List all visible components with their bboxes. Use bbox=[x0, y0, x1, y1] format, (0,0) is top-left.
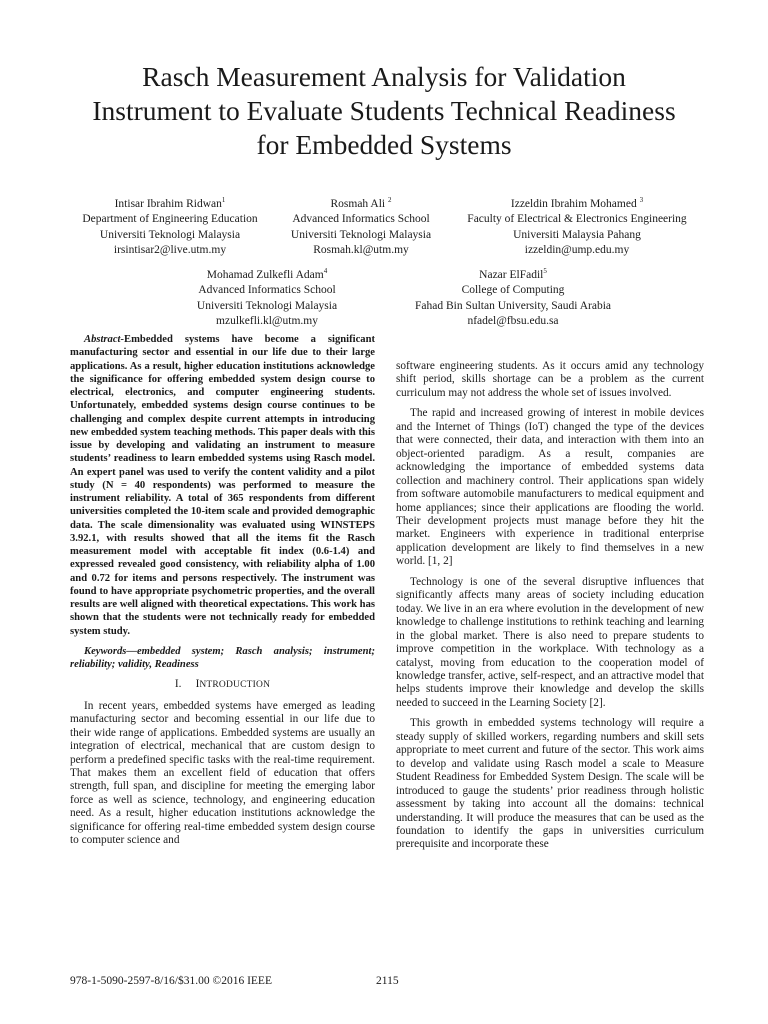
section-numeral: I. bbox=[174, 678, 182, 691]
section-heading-introduction bbox=[70, 678, 375, 692]
author-sup: 3 bbox=[639, 196, 644, 205]
author-name: Izzeldin Ibrahim Mohamed bbox=[510, 198, 637, 210]
abstract-lead: Abstract- bbox=[84, 334, 125, 345]
author-email[interactable]: irsintisar2@live.utm.my bbox=[113, 243, 227, 256]
author-dept: Advanced Informatics School bbox=[198, 284, 336, 297]
body-paragraph: software engineering students. As it occurs amid any technology shift period, skills shortage can be a problem as the current curriculum may not address the whole set of issues involved. bbox=[396, 360, 704, 399]
copyright-line: 978-1-5090-2597-8/16/$31.00 ©2016 IEEE bbox=[70, 975, 272, 987]
section-title-first: I bbox=[195, 678, 200, 691]
section-title-rest: NTRODUCTION bbox=[199, 680, 271, 691]
author-dept: Department of Engineering Education bbox=[82, 213, 258, 226]
body-paragraph: Technology is one of the several disruptive influences that significantly affects many areas of society including education today. We live in an era where evolution in the development of new knowledge to challenge institutions to rethink teaching and learning in the global market. There is also need to prepare students to improve competition in the workplace. With technology as a catalyst, moving from education to the cooperation model of knowledge transfer, active, self-respect, and an attractive model that helps students improve their knowledge and develop the skills needed to succeed in the Learning Society [2]. bbox=[396, 575, 704, 709]
author-block-2 bbox=[276, 197, 446, 258]
author-block-4 bbox=[172, 268, 362, 329]
author-dept: Faculty of Electrical & Electronics Engineering bbox=[467, 213, 687, 226]
page-number: 2115 bbox=[376, 975, 399, 987]
author-org: Universiti Teknologi Malaysia bbox=[196, 299, 338, 312]
author-dept: Advanced Informatics School bbox=[292, 213, 430, 226]
title-line-1: Rasch Measurement Analysis for Validation bbox=[142, 61, 626, 92]
title-line-3: for Embedded Systems bbox=[256, 129, 512, 160]
abstract-text: Embedded systems have become a significant manufacturing sector and essential in our life due to their large applications. As a result, higher education institutions acknowledge the significance for offering embedded system design course to electrical, electronics, and computer engineering students. Unfortunately, embedded systems design course continues to be challenging and complex despite current attempts in introducing new embedded system teaching methods. This paper deals with this issue by developing and validating an instrument to measure students’ readiness to learn embedded systems using Rasch model. An expert panel was used to verify the content validity and a pilot study (N = 40 respondents) was performed to measure the instrument reliability. A total of 365 respondents from different universities completed the 10-item scale and provided demographic data. The scale dimensionality was evaluated using WINSTEPS 3.92.1, with results showed that all the items fit the Rasch measurement model with acceptable fit index (0.6-1.4) and expressed revealed good consistency, with reliability alpha of 1.00 and 0.72 for items and persons respectively. The instrument was found to have appropriate psychometric properties, and the overall results are well aligned with theoretical expectations. This work has shown that the students were not technically ready for embedded system study. bbox=[70, 334, 375, 637]
author-sup: 2 bbox=[388, 196, 392, 205]
author-email[interactable]: nfadel@fbsu.edu.sa bbox=[467, 314, 559, 327]
author-dept: College of Computing bbox=[461, 284, 565, 297]
author-email[interactable]: izzeldin@ump.edu.my bbox=[524, 243, 630, 256]
title-line-2: Instrument to Evaluate Students Technical Readiness bbox=[92, 95, 676, 126]
keywords: Keywords—embedded system; Rasch analysis; instrument; reliability; validity, Readiness bbox=[70, 645, 375, 670]
author-sup: 5 bbox=[543, 267, 547, 276]
left-column bbox=[70, 333, 375, 855]
author-org: Universiti Teknologi Malaysia bbox=[290, 228, 432, 241]
author-org: Universiti Teknologi Malaysia bbox=[99, 228, 241, 241]
author-name: Intisar Ibrahim Ridwan bbox=[114, 198, 222, 210]
abstract bbox=[70, 333, 375, 638]
body-paragraph: This growth in embedded systems technology will require a steady supply of skilled workers, regarding numbers and skill sets appropriate to meet current and future of the sector. This work aims to develop and validate using Rasch model a scale to Measure Student Readiness for Embedded System Design. The scale will be introduced to gauge the students’ prior readiness through holistic assessment by taking into account all the domains: technical understanding. It will produce the measures that can be used as the foundation to identify the gaps in universities curriculum prerequisite and incorporate these bbox=[396, 717, 704, 851]
author-name: Rosmah Ali bbox=[330, 198, 386, 210]
author-block-3 bbox=[452, 197, 702, 258]
paper-title bbox=[40, 60, 728, 162]
author-sup: 1 bbox=[221, 196, 226, 205]
author-block-5 bbox=[388, 268, 638, 329]
author-block-1 bbox=[70, 197, 270, 258]
author-org: Fahad Bin Sultan University, Saudi Arabia bbox=[414, 299, 611, 312]
author-email[interactable]: mzulkefli.kl@utm.my bbox=[216, 314, 318, 327]
right-column bbox=[396, 360, 704, 859]
author-email[interactable]: Rosmah.kl@utm.my bbox=[313, 243, 409, 256]
author-name: Nazar ElFadil bbox=[479, 269, 544, 281]
author-name: Mohamad Zulkefli Adam bbox=[206, 269, 324, 281]
author-sup: 4 bbox=[323, 267, 328, 276]
body-paragraph: The rapid and increased growing of interest in mobile devices and the Internet of Things (IoT) changed the type of the devices that were connected, their data, and interaction with them into an object-oriented paradigm. As a result, companies are acknowledging the importance of embedded systems data collection and machinery control. Their applications span widely from software automobile manufacturers to medical equipment and home appliances; since their applications are flooding the world. Their development projects must manage before they hit the market. Engineers with experience in traditional enterprise application development are likely to find themselves in a new world. [1, 2] bbox=[396, 407, 704, 568]
author-org: Universiti Malaysia Pahang bbox=[513, 228, 641, 241]
body-paragraph: In recent years, embedded systems have emerged as leading manufacturing sector and becoming essential in our life due to their wide range of applications. Embedded systems are usually an integration of electrical, mechanical that are custom design to perform a predefined specific tasks with the real-time requirement. That makes them an excellent field of education that offers strength, full span, and discipline for meeting the emerging labor force as well as science, technology, and engineering education need. As a result, higher education institutions acknowledge the significance for offering real-time embedded system design course to computer science and bbox=[70, 699, 375, 847]
